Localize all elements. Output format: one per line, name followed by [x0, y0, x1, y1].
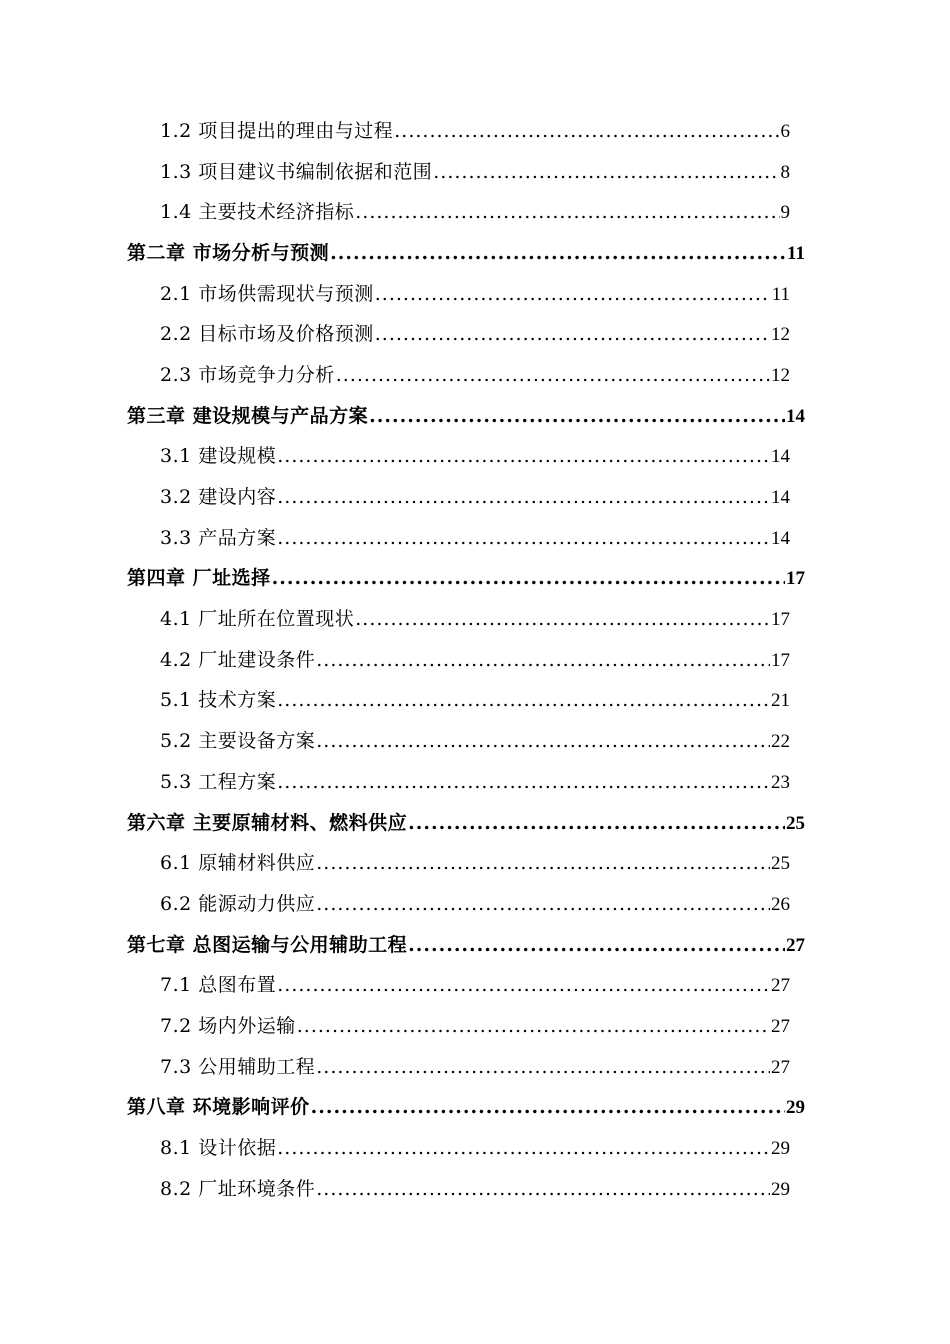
- toc-page-number: 27: [771, 1056, 790, 1078]
- toc-page-number: 29: [786, 1097, 805, 1119]
- toc-dot-leader: [408, 934, 785, 956]
- toc-dot-leader: [433, 161, 779, 183]
- toc-entry-title: 2.3 市场竞争力分析: [160, 363, 335, 386]
- toc-chapter-title: 第三章 建设规模与产品方案: [127, 404, 369, 427]
- toc-entry[interactable]: [0, 272, 790, 313]
- toc-entry-title: 7.3 公用辅助工程: [160, 1055, 316, 1078]
- toc-entry-title: 3.2 建设内容: [160, 486, 277, 509]
- toc-dot-leader: [330, 242, 786, 264]
- toc-entry-title: 1.3 项目建议书编制依据和范围: [160, 160, 433, 183]
- toc-page-number: 12: [771, 364, 790, 386]
- toc-entry[interactable]: [0, 353, 790, 394]
- toc-entry-title: 3.3 产品方案: [160, 526, 277, 549]
- toc-page-number: 17: [786, 568, 805, 590]
- toc-page-number: 12: [771, 324, 790, 346]
- toc-entry-title: 7.1 总图布置: [160, 974, 277, 997]
- toc-page-number: 11: [771, 283, 790, 305]
- toc-entry[interactable]: [0, 1004, 790, 1045]
- toc-page-number: 9: [780, 202, 790, 224]
- toc-entry-title: 7.2 场内外运输: [160, 1014, 296, 1037]
- toc-page-number: 14: [771, 487, 790, 509]
- table-of-contents: [0, 109, 950, 1208]
- toc-dot-leader: [277, 974, 770, 996]
- toc-dot-leader: [277, 689, 770, 711]
- toc-entry[interactable]: [0, 109, 790, 150]
- toc-dot-leader: [277, 445, 770, 467]
- toc-entry[interactable]: [0, 435, 790, 476]
- toc-page-number: 25: [771, 853, 790, 875]
- toc-page-number: 14: [771, 446, 790, 468]
- toc-page-number: 8: [780, 161, 790, 183]
- toc-page-number: 25: [786, 812, 805, 834]
- toc-dot-leader: [272, 567, 785, 589]
- toc-dot-leader: [316, 649, 770, 671]
- toc-page-number: 17: [771, 649, 790, 671]
- toc-entry-title: 6.2 能源动力供应: [160, 892, 316, 915]
- toc-page-number: 26: [771, 893, 790, 915]
- toc-page-number: 23: [771, 771, 790, 793]
- toc-dot-leader: [277, 1137, 770, 1159]
- toc-dot-leader: [316, 852, 770, 874]
- toc-entry[interactable]: [0, 516, 790, 557]
- toc-dot-leader: [408, 812, 785, 834]
- toc-entry[interactable]: [0, 312, 790, 353]
- toc-entry-title: 4.2 厂址建设条件: [160, 648, 316, 671]
- toc-dot-leader: [316, 893, 770, 915]
- toc-dot-leader: [369, 405, 785, 427]
- toc-dot-leader: [316, 1056, 770, 1078]
- toc-dot-leader: [297, 1015, 770, 1037]
- toc-page-number: 21: [771, 690, 790, 712]
- toc-page-number: 29: [771, 1178, 790, 1200]
- toc-entry[interactable]: [0, 841, 790, 882]
- toc-entry-title: 5.1 技术方案: [160, 689, 277, 712]
- toc-entry[interactable]: [0, 1045, 790, 1086]
- toc-entry-title: 8.2 厂址环境条件: [160, 1177, 316, 1200]
- toc-dot-leader: [277, 486, 770, 508]
- toc-entry[interactable]: [0, 963, 790, 1004]
- toc-entry-title: 6.1 原辅材料供应: [160, 852, 316, 875]
- toc-chapter-title: 第四章 厂址选择: [127, 567, 271, 590]
- toc-page-number: 14: [786, 405, 805, 427]
- toc-page-number: 29: [771, 1138, 790, 1160]
- toc-entry-title: 1.2 项目提出的理由与过程: [160, 119, 394, 142]
- toc-dot-leader: [311, 1096, 785, 1118]
- toc-dot-leader: [355, 201, 779, 223]
- toc-chapter-title: 第六章 主要原辅材料、燃料供应: [127, 811, 408, 834]
- toc-entry[interactable]: [0, 475, 790, 516]
- toc-entry[interactable]: [0, 719, 790, 760]
- toc-chapter-title: 第二章 市场分析与预测: [127, 241, 330, 264]
- toc-page-number: 17: [771, 609, 790, 631]
- toc-chapter-entry[interactable]: [0, 1086, 805, 1127]
- toc-page-number: 11: [787, 242, 805, 264]
- toc-dot-leader: [394, 120, 779, 142]
- toc-dot-leader: [277, 771, 770, 793]
- toc-entry-title: 8.1 设计依据: [160, 1137, 277, 1160]
- toc-entry[interactable]: [0, 1126, 790, 1167]
- toc-dot-leader: [375, 283, 771, 305]
- toc-page-number: 27: [771, 1015, 790, 1037]
- toc-entry-title: 4.1 厂址所在位置现状: [160, 608, 355, 631]
- toc-entry[interactable]: [0, 190, 790, 231]
- toc-entry-title: 5.3 工程方案: [160, 770, 277, 793]
- toc-page-number: 6: [780, 120, 790, 142]
- toc-chapter-entry[interactable]: [0, 394, 805, 435]
- toc-entry-title: 2.1 市场供需现状与预测: [160, 282, 374, 305]
- toc-dot-leader: [277, 527, 770, 549]
- toc-entry-title: 5.2 主要设备方案: [160, 730, 316, 753]
- toc-entry[interactable]: [0, 882, 790, 923]
- toc-entry-title: 1.4 主要技术经济指标: [160, 201, 355, 224]
- toc-chapter-entry[interactable]: [0, 801, 805, 842]
- toc-page-number: 14: [771, 527, 790, 549]
- toc-entry-title: 2.2 目标市场及价格预测: [160, 323, 374, 346]
- toc-entry[interactable]: [0, 1167, 790, 1208]
- toc-entry[interactable]: [0, 638, 790, 679]
- toc-page-number: 22: [771, 731, 790, 753]
- toc-dot-leader: [375, 323, 770, 345]
- toc-entry-title: 3.1 建设规模: [160, 445, 277, 468]
- toc-chapter-entry[interactable]: [0, 923, 805, 964]
- toc-entry[interactable]: [0, 760, 790, 801]
- toc-page-number: 27: [771, 975, 790, 997]
- toc-dot-leader: [316, 730, 770, 752]
- toc-entry[interactable]: [0, 679, 790, 720]
- toc-chapter-title: 第七章 总图运输与公用辅助工程: [127, 933, 408, 956]
- toc-entry[interactable]: [0, 150, 790, 191]
- toc-chapter-title: 第八章 环境影响评价: [127, 1096, 310, 1119]
- toc-chapter-entry[interactable]: [0, 231, 805, 272]
- toc-dot-leader: [355, 608, 770, 630]
- toc-dot-leader: [336, 364, 770, 386]
- toc-chapter-entry[interactable]: [0, 557, 805, 598]
- toc-page-number: 27: [786, 934, 805, 956]
- toc-dot-leader: [316, 1178, 770, 1200]
- toc-entry[interactable]: [0, 597, 790, 638]
